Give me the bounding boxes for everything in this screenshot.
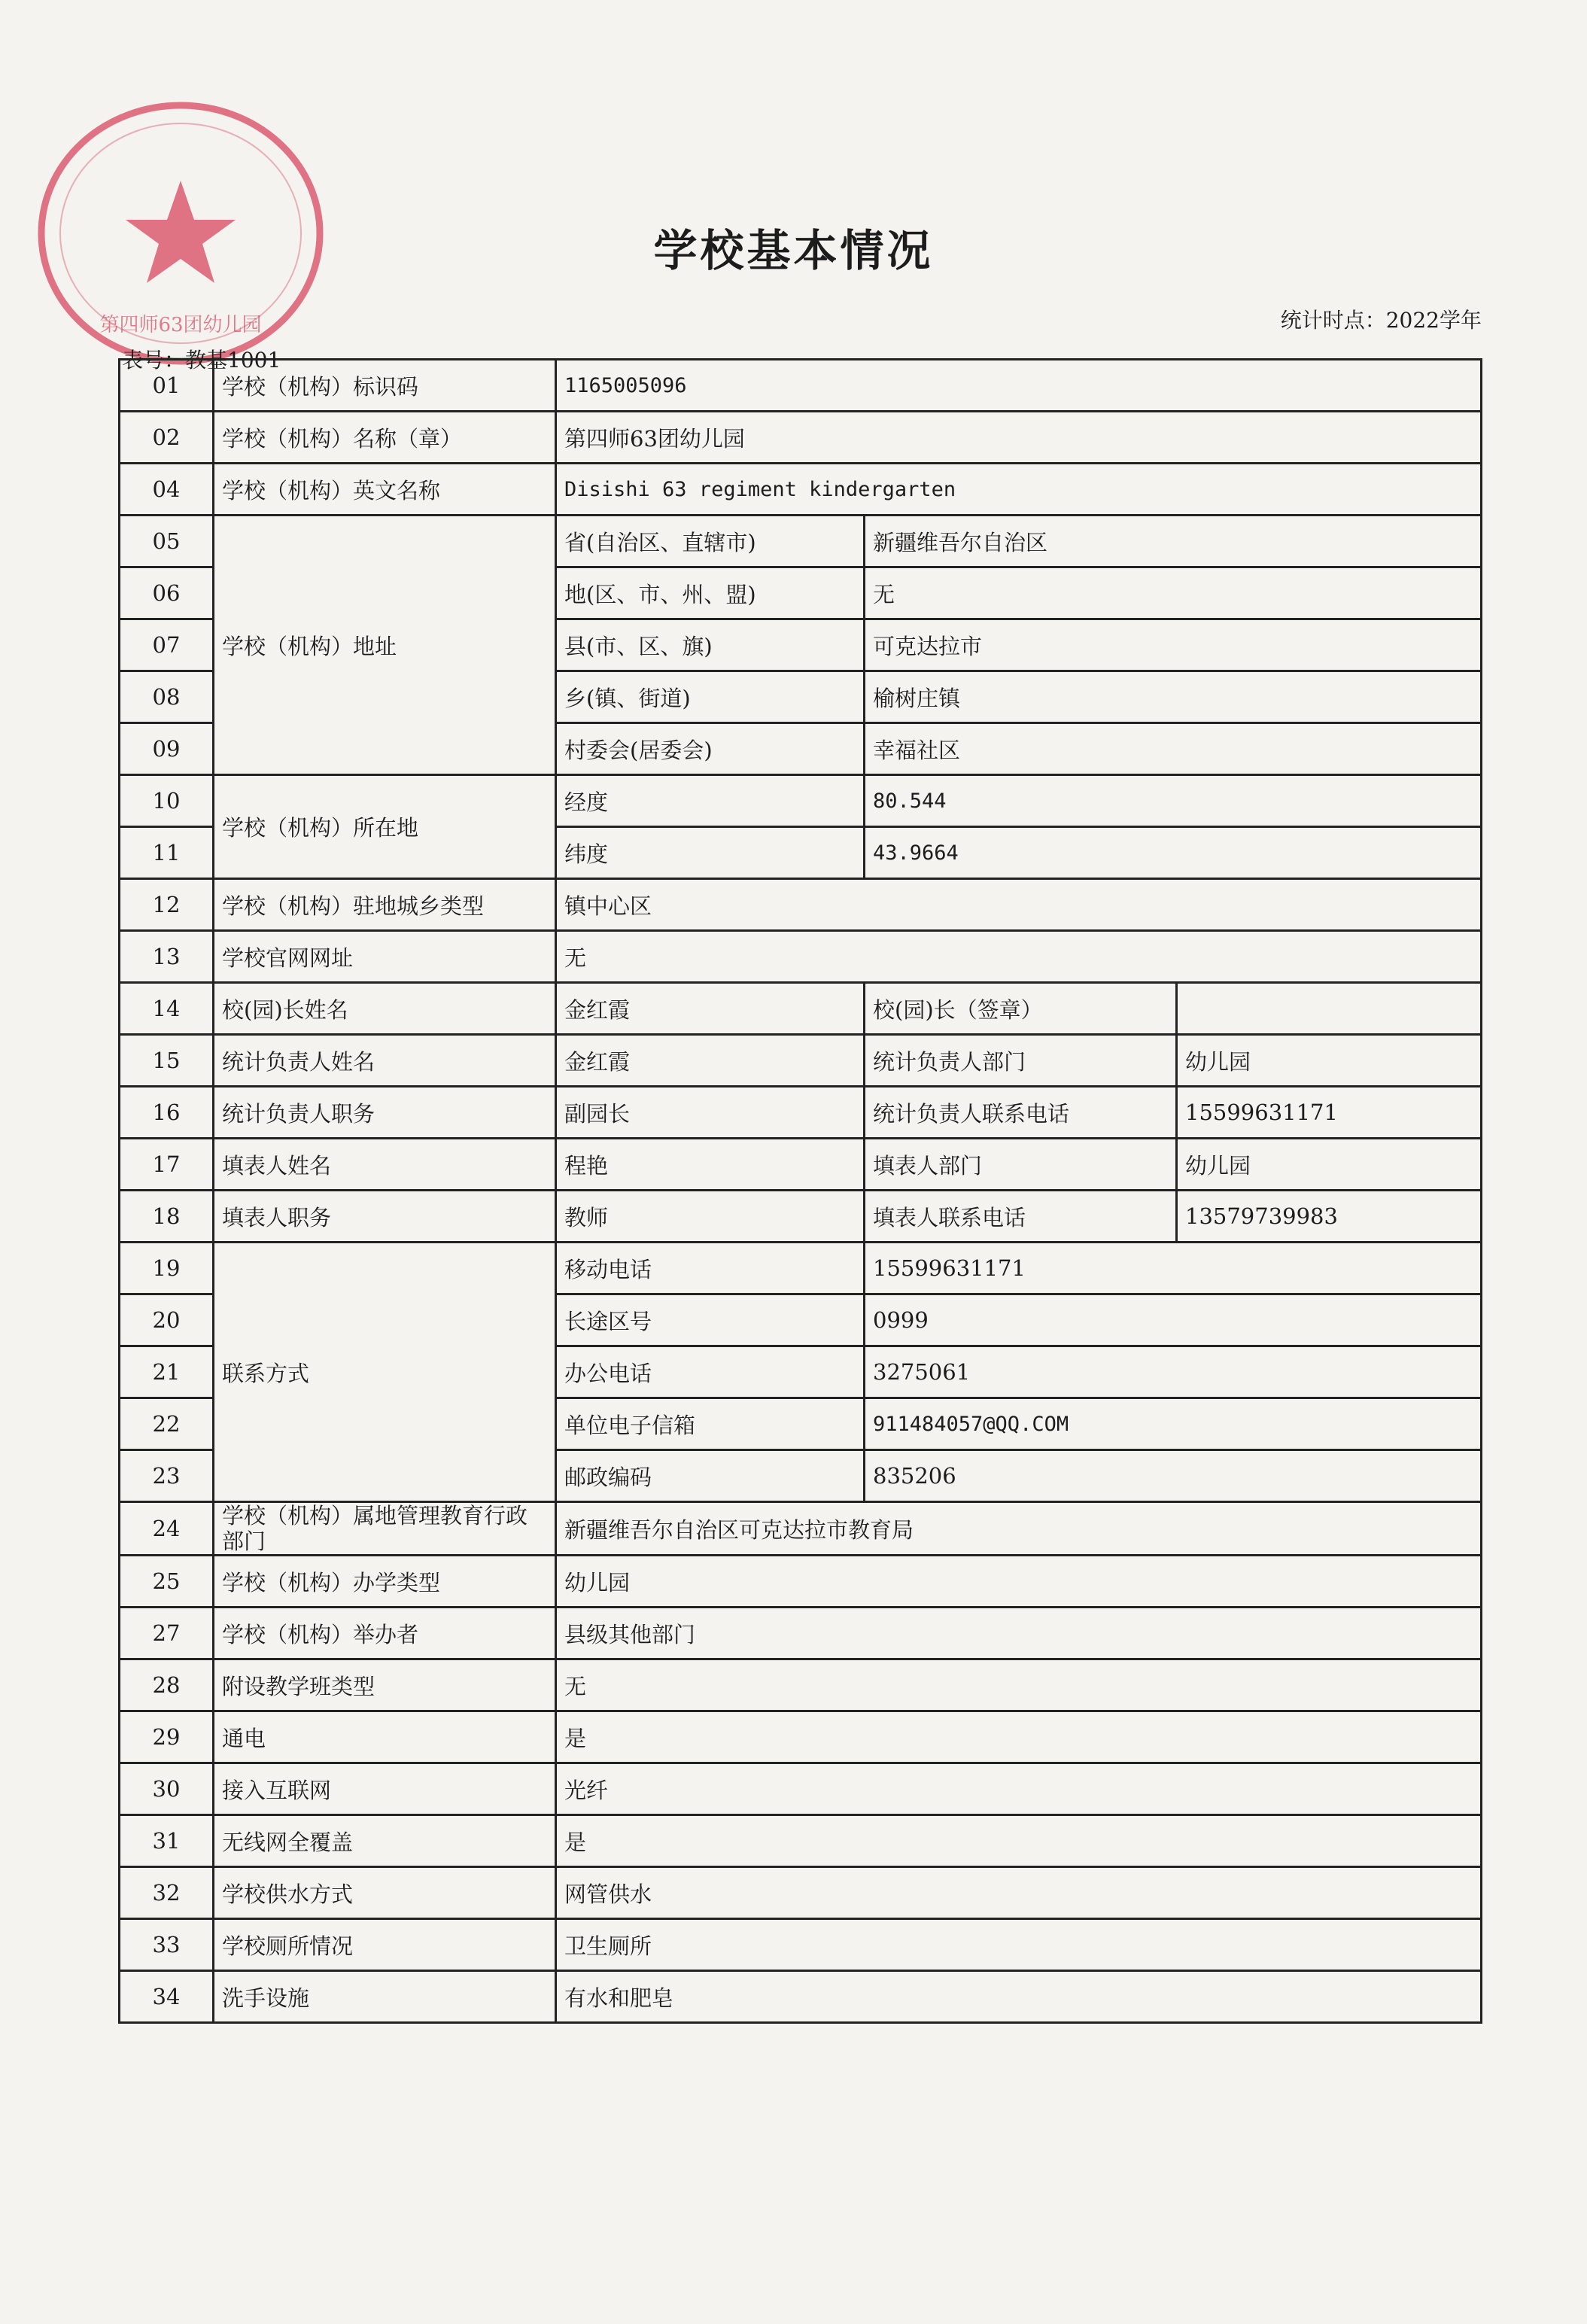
table-row xyxy=(120,1556,1482,1608)
field-value: 1165005096 xyxy=(556,360,1482,412)
row-number: 13 xyxy=(120,931,214,983)
sub-label: 省(自治区、直辖市) xyxy=(556,516,865,567)
row-number: 34 xyxy=(120,1971,214,2023)
statistics-time: 统计时点：2022学年 xyxy=(1280,308,1482,333)
field-label: 学校（机构）英文名称 xyxy=(214,464,556,516)
field-value: 有水和肥皂 xyxy=(556,1971,1482,2023)
field-label: 填表人姓名 xyxy=(214,1139,556,1191)
row-number: 09 xyxy=(120,723,214,775)
row-number: 10 xyxy=(120,775,214,827)
sub-label: 村委会(居委会) xyxy=(556,723,865,775)
row-number: 14 xyxy=(120,983,214,1035)
school-info-table xyxy=(118,358,1482,2024)
table-row xyxy=(120,1971,1482,2023)
row-number: 27 xyxy=(120,1608,214,1659)
field-value: 无 xyxy=(865,567,1482,619)
row-number: 20 xyxy=(120,1294,214,1346)
row-number: 32 xyxy=(120,1867,214,1919)
table-row xyxy=(120,983,1482,1035)
field-label-2: 校(园)长（签章） xyxy=(865,983,1177,1035)
field-label: 学校官网网址 xyxy=(214,931,556,983)
row-number: 24 xyxy=(120,1502,214,1556)
row-number: 19 xyxy=(120,1243,214,1294)
field-value: 911484057@QQ.COM xyxy=(865,1398,1482,1450)
field-value: 可克达拉市 xyxy=(865,619,1482,671)
field-label: 接入互联网 xyxy=(214,1763,556,1815)
table-row xyxy=(120,1243,1482,1294)
sub-label: 办公电话 xyxy=(556,1346,865,1398)
field-label: 洗手设施 xyxy=(214,1971,556,2023)
row-number: 21 xyxy=(120,1346,214,1398)
field-value: 835206 xyxy=(865,1450,1482,1502)
signature-cell xyxy=(1177,983,1482,1035)
sub-label: 乡(镇、街道) xyxy=(556,671,865,723)
svg-text:第四师63团幼儿园: 第四师63团幼儿园 xyxy=(99,314,262,336)
row-number: 08 xyxy=(120,671,214,723)
field-label: 学校（机构）举办者 xyxy=(214,1608,556,1659)
field-value: 教师 xyxy=(556,1191,865,1243)
field-label: 学校（机构）标识码 xyxy=(214,360,556,412)
field-value: 新疆维吾尔自治区可克达拉市教育局 xyxy=(556,1502,1482,1556)
contact-group-label: 联系方式 xyxy=(214,1243,556,1502)
row-number: 17 xyxy=(120,1139,214,1191)
row-number: 18 xyxy=(120,1191,214,1243)
table-row xyxy=(120,1711,1482,1763)
page-title: 学校基本情况 xyxy=(653,225,934,276)
field-label-2: 填表人联系电话 xyxy=(865,1191,1177,1243)
sub-label: 县(市、区、旗) xyxy=(556,619,865,671)
field-value: 无 xyxy=(556,1659,1482,1711)
field-value: 金红霞 xyxy=(556,1035,865,1087)
field-value: Disishi 63 regiment kindergarten xyxy=(556,464,1482,516)
row-number: 30 xyxy=(120,1763,214,1815)
address-group-label: 学校（机构）地址 xyxy=(214,516,556,775)
field-value: 榆树庄镇 xyxy=(865,671,1482,723)
field-value: 县级其他部门 xyxy=(556,1608,1482,1659)
table-row xyxy=(120,1139,1482,1191)
sub-label: 单位电子信箱 xyxy=(556,1398,865,1450)
table-row xyxy=(120,360,1482,412)
field-label-2: 统计负责人部门 xyxy=(865,1035,1177,1087)
row-number: 02 xyxy=(120,412,214,464)
field-label: 统计负责人职务 xyxy=(214,1087,556,1139)
field-value: 43.9664 xyxy=(865,827,1482,879)
row-number: 01 xyxy=(120,360,214,412)
field-value-2: 幼儿园 xyxy=(1177,1139,1482,1191)
field-label: 学校（机构）办学类型 xyxy=(214,1556,556,1608)
sub-label: 纬度 xyxy=(556,827,865,879)
table-row xyxy=(120,1919,1482,1971)
row-number: 33 xyxy=(120,1919,214,1971)
row-number: 06 xyxy=(120,567,214,619)
field-value: 幼儿园 xyxy=(556,1556,1482,1608)
row-number: 15 xyxy=(120,1035,214,1087)
table-row xyxy=(120,1502,1482,1556)
field-value: 卫生厕所 xyxy=(556,1919,1482,1971)
field-value: 金红霞 xyxy=(556,983,865,1035)
field-value-2: 15599631171 xyxy=(1177,1087,1482,1139)
field-label: 学校（机构）属地管理教育行政部门 xyxy=(214,1502,556,1556)
field-label: 学校（机构）驻地城乡类型 xyxy=(214,879,556,931)
field-value: 新疆维吾尔自治区 xyxy=(865,516,1482,567)
sub-label: 邮政编码 xyxy=(556,1450,865,1502)
field-value: 15599631171 xyxy=(865,1243,1482,1294)
row-number: 25 xyxy=(120,1556,214,1608)
field-value: 0999 xyxy=(865,1294,1482,1346)
sub-label: 移动电话 xyxy=(556,1243,865,1294)
row-number: 05 xyxy=(120,516,214,567)
table-row xyxy=(120,516,1482,567)
table-row xyxy=(120,931,1482,983)
field-value: 幸福社区 xyxy=(865,723,1482,775)
row-number: 28 xyxy=(120,1659,214,1711)
sub-label: 长途区号 xyxy=(556,1294,865,1346)
table-row xyxy=(120,464,1482,516)
row-number: 04 xyxy=(120,464,214,516)
row-number: 07 xyxy=(120,619,214,671)
row-number: 23 xyxy=(120,1450,214,1502)
table-row xyxy=(120,775,1482,827)
field-value: 第四师63团幼儿园 xyxy=(556,412,1482,464)
field-value: 网管供水 xyxy=(556,1867,1482,1919)
table-row xyxy=(120,1763,1482,1815)
field-label: 学校厕所情况 xyxy=(214,1919,556,1971)
table-row xyxy=(120,1087,1482,1139)
field-value: 80.544 xyxy=(865,775,1482,827)
field-label: 校(园)长姓名 xyxy=(214,983,556,1035)
form-number: 表号：教基1001 xyxy=(122,348,281,373)
table-row xyxy=(120,1659,1482,1711)
row-number: 11 xyxy=(120,827,214,879)
field-label-2: 填表人部门 xyxy=(865,1139,1177,1191)
field-label: 通电 xyxy=(214,1711,556,1763)
table-row xyxy=(120,1191,1482,1243)
location-group-label: 学校（机构）所在地 xyxy=(214,775,556,879)
field-label: 学校（机构）名称（章） xyxy=(214,412,556,464)
table-row xyxy=(120,1815,1482,1867)
row-number: 12 xyxy=(120,879,214,931)
sub-label: 经度 xyxy=(556,775,865,827)
field-value: 副园长 xyxy=(556,1087,865,1139)
field-value-2: 13579739983 xyxy=(1177,1191,1482,1243)
field-value: 镇中心区 xyxy=(556,879,1482,931)
field-label: 无线网全覆盖 xyxy=(214,1815,556,1867)
sub-label: 地(区、市、州、盟) xyxy=(556,567,865,619)
field-value-2: 幼儿园 xyxy=(1177,1035,1482,1087)
field-value: 3275061 xyxy=(865,1346,1482,1398)
row-number: 22 xyxy=(120,1398,214,1450)
field-label: 填表人职务 xyxy=(214,1191,556,1243)
table-row xyxy=(120,1867,1482,1919)
table-row xyxy=(120,879,1482,931)
row-number: 31 xyxy=(120,1815,214,1867)
table-row xyxy=(120,1608,1482,1659)
field-value: 是 xyxy=(556,1711,1482,1763)
field-label: 学校供水方式 xyxy=(214,1867,556,1919)
field-value: 是 xyxy=(556,1815,1482,1867)
field-label-2: 统计负责人联系电话 xyxy=(865,1087,1177,1139)
field-label: 附设教学班类型 xyxy=(214,1659,556,1711)
row-number: 29 xyxy=(120,1711,214,1763)
field-label: 统计负责人姓名 xyxy=(214,1035,556,1087)
field-value: 无 xyxy=(556,931,1482,983)
row-number: 16 xyxy=(120,1087,214,1139)
table-row xyxy=(120,412,1482,464)
table-row xyxy=(120,1035,1482,1087)
field-value: 程艳 xyxy=(556,1139,865,1191)
field-value: 光纤 xyxy=(556,1763,1482,1815)
